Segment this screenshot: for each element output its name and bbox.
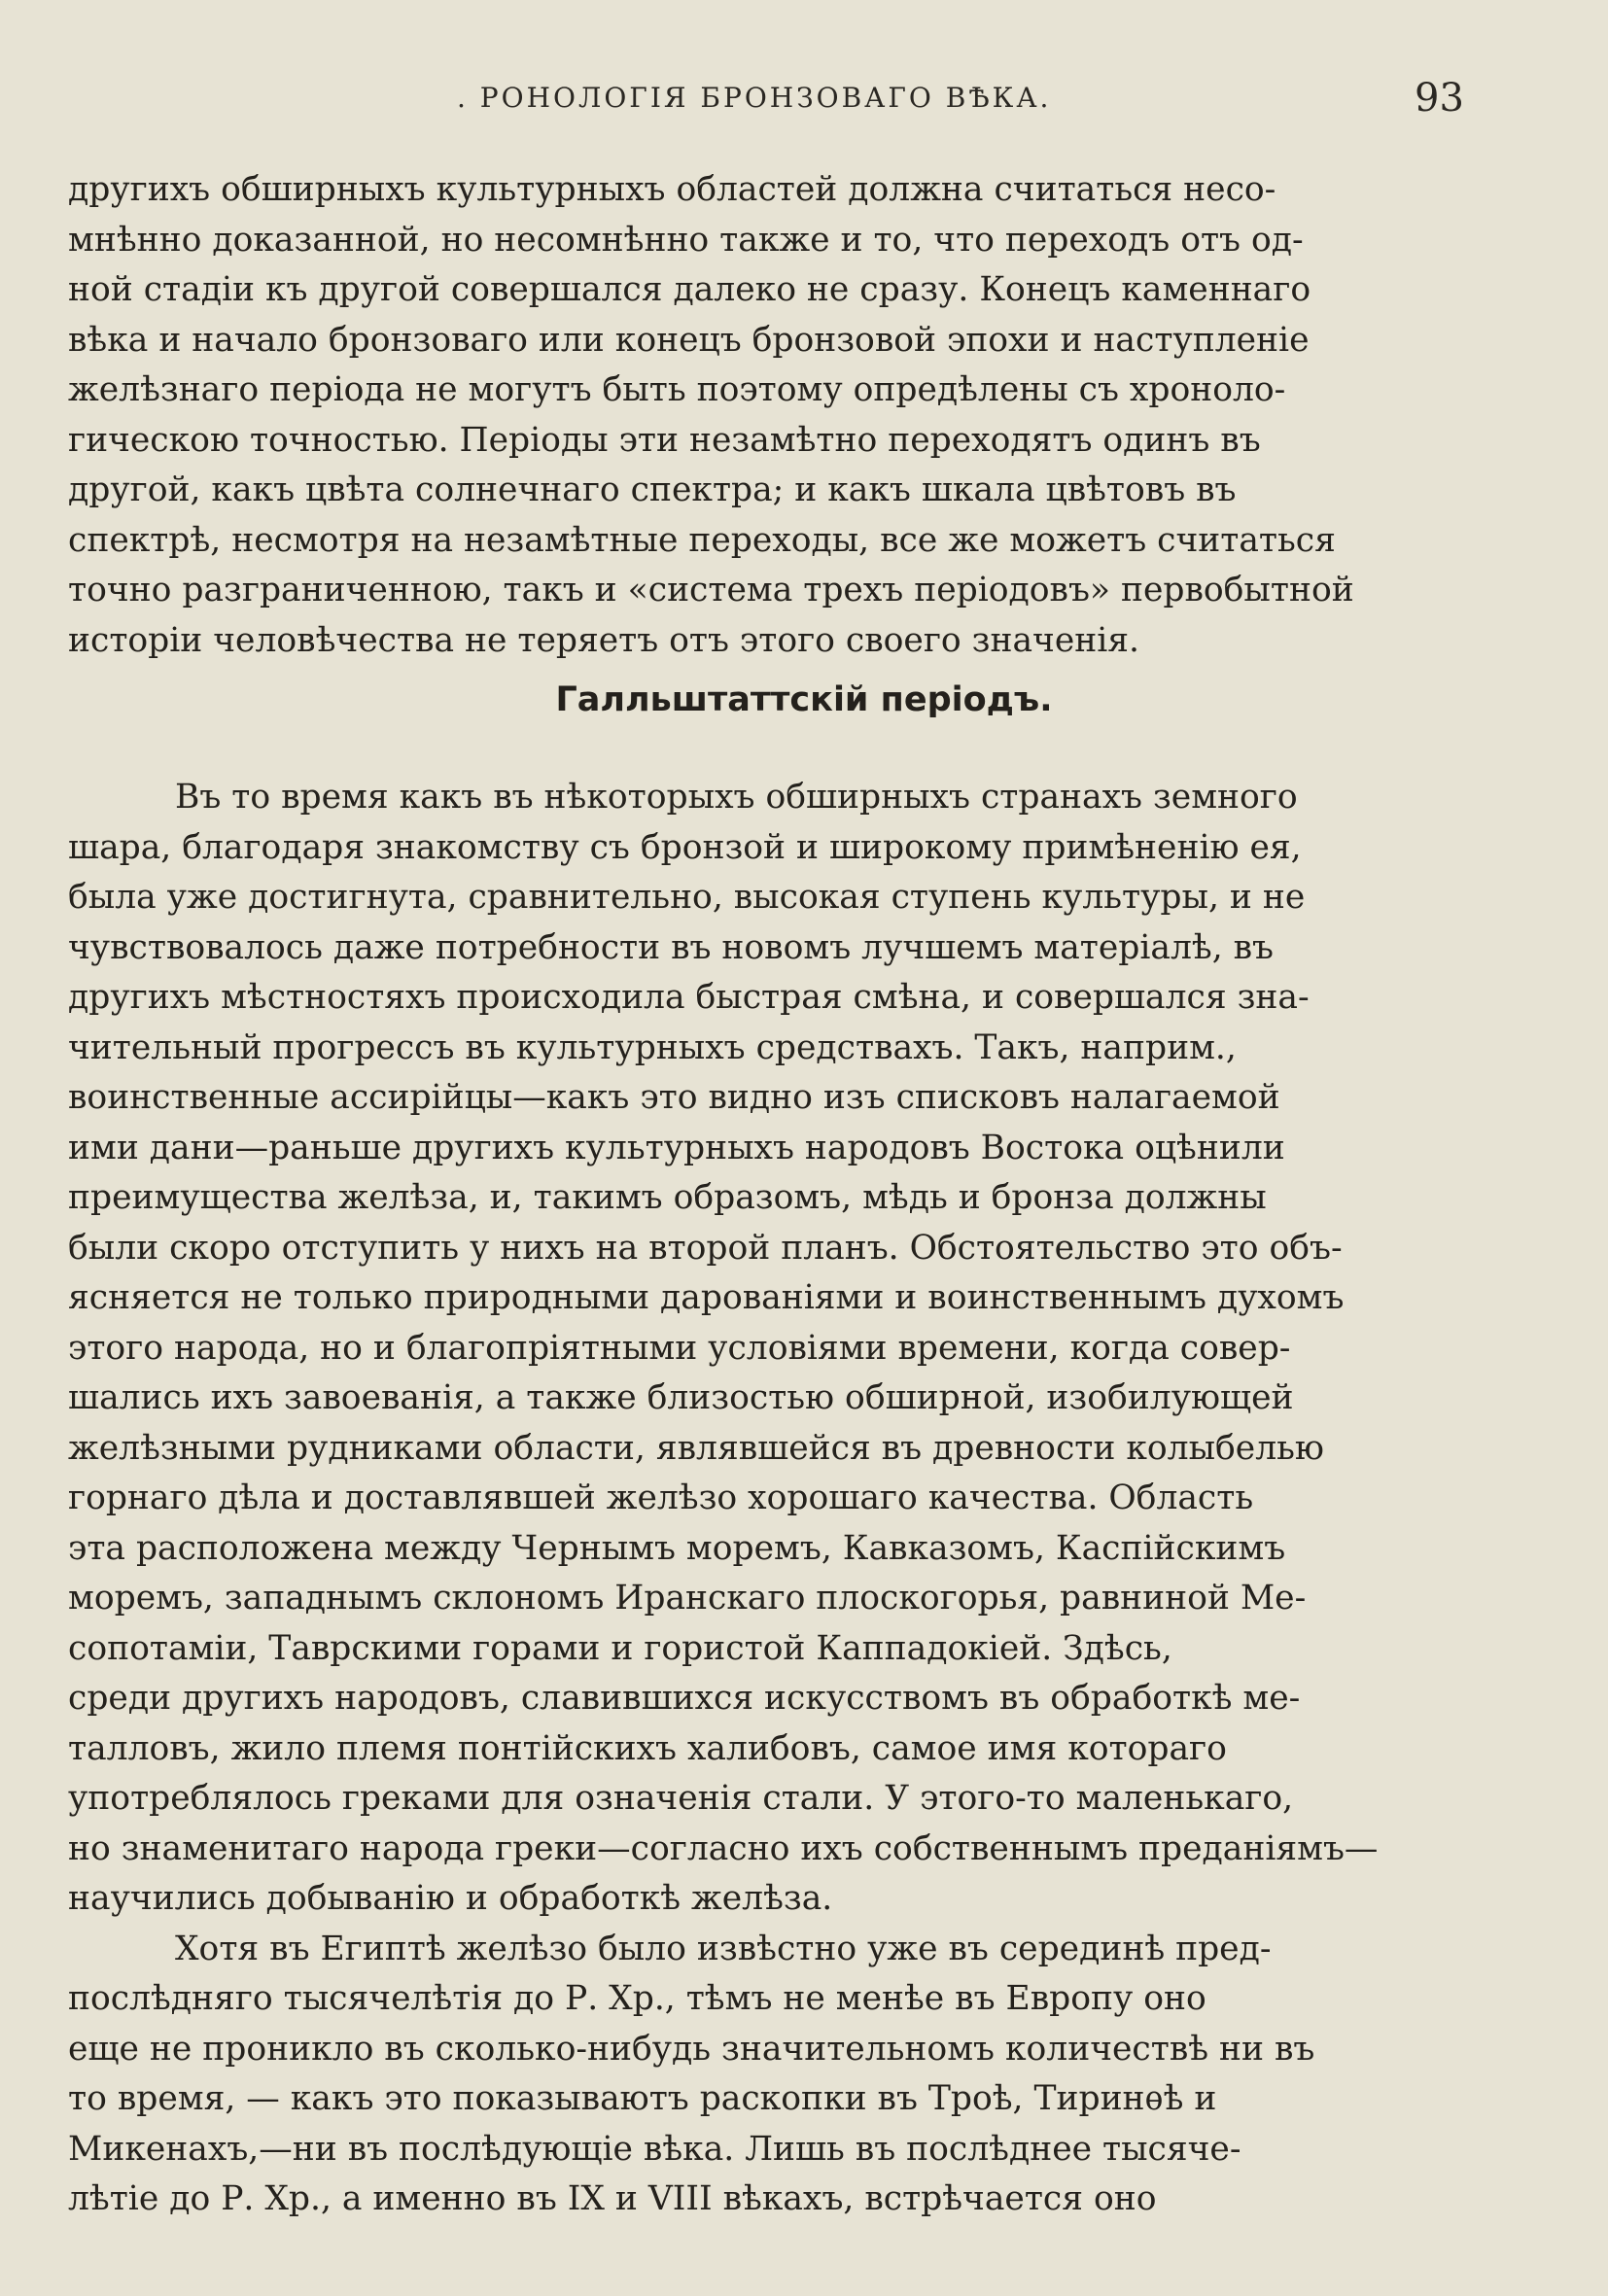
text-line: спектрѣ, несмотря на незамѣтные переходы, все же можетъ считаться xyxy=(68,520,1336,560)
text-line: была уже достигнута, сравнительно, высокая ступень культуры, и не xyxy=(68,878,1306,917)
text-line: употреблялось греками для означенія стали. У этого-то маленькаго, xyxy=(68,1779,1294,1818)
text-line: другихъ обширныхъ культурныхъ областей должна считаться несо- xyxy=(68,170,1276,209)
text-line: ясняется не только природными дарованіями и воинственнымъ духомъ xyxy=(68,1278,1345,1317)
text-line: воинственные ассирійцы—какъ это видно изъ списковъ налагаемой xyxy=(68,1078,1280,1117)
text-line: шара, благодаря знакомству съ бронзой и широкому примѣненію ея, xyxy=(68,827,1302,867)
text-line: другихъ мѣстностяхъ происходила быстрая смѣна, и совершался зна- xyxy=(68,978,1310,1017)
text-line: преимущества желѣза, и, такимъ образомъ, мѣдь и бронза должны xyxy=(68,1178,1267,1217)
text-line: эта расположена между Чернымъ моремъ, Кавказомъ, Каспійскимъ xyxy=(68,1528,1286,1568)
text-line: были скоро отступить у нихъ на второй планъ. Обстоятельство это объ- xyxy=(68,1228,1343,1268)
text-line: желѣзнаго періода не могутъ быть поэтому опредѣлены съ хроноло- xyxy=(68,370,1286,409)
text-line: чительный прогрессъ въ культурныхъ средствахъ. Такъ, наприм., xyxy=(68,1027,1237,1067)
section-heading: Галльштаттскій періодъ. xyxy=(555,680,1053,719)
text-line: другой, какъ цвѣта солнечнаго спектра; и какъ шкала цвѣтовъ въ xyxy=(68,470,1237,509)
text-line: желѣзными рудниками области, являвшейся въ древности колыбелью xyxy=(68,1428,1324,1468)
text-line: точно разграниченною, такъ и «система трехъ періодовъ» первобытной xyxy=(68,571,1354,609)
text-line: среди другихъ народовъ, славившихся искусствомъ въ обработкѣ ме- xyxy=(68,1679,1301,1718)
text-line: шались ихъ завоеванія, а также близостью обширной, изобилующей xyxy=(68,1378,1294,1417)
main-text xyxy=(68,773,1487,2225)
text-line: Микенахъ,—ни въ послѣдующіе вѣка. Лишь въ послѣднее тысяче- xyxy=(68,2129,1241,2169)
text-line: ной стадіи къ другой совершался далеко не сразу. Конецъ каменнаго xyxy=(68,270,1311,309)
text-line: но знаменитаго народа греки—согласно ихъ собственнымъ преданіямъ— xyxy=(68,1828,1379,1868)
running-title: . РОНОЛОГІЯ БРОНЗОВАГО ВѢКА. xyxy=(457,82,1052,114)
text-line: послѣдняго тысячелѣтія до Р. Хр., тѣмъ не менѣе въ Европу оно xyxy=(68,1979,1206,2018)
intro-paragraph xyxy=(68,165,1487,666)
text-line: Въ то время какъ въ нѣкоторыхъ обширныхъ странахъ земного xyxy=(175,778,1298,817)
text-line: лѣтіе до Р. Хр., а именно въ IX и VIII вѣкахъ, встрѣчается оно xyxy=(68,2179,1157,2218)
text-line: чувствовалось даже потребности въ новомъ лучшемъ матеріалѣ, въ xyxy=(68,927,1275,967)
text-line: научились добыванію и обработкѣ желѣза. xyxy=(68,1879,833,1918)
text-line: исторіи человѣчества не теряетъ отъ этого своего значенія. xyxy=(68,620,1140,660)
text-line: то время, — какъ это показываютъ раскопки въ Троѣ, Тиринѳѣ и xyxy=(68,2079,1217,2118)
text-line: гическою точностью. Періоды эти незамѣтно переходятъ одинъ въ xyxy=(68,420,1261,460)
text-line: еще не проникло въ сколько-нибудь значительномъ количествѣ ни въ xyxy=(68,2029,1315,2069)
text-line: этого народа, но и благопріятными условіями времени, когда совер- xyxy=(68,1328,1291,1368)
text-line: вѣка и начало бронзоваго или конецъ бронзовой эпохи и наступленіе xyxy=(68,320,1310,360)
text-line: горнаго дѣла и доставлявшей желѣзо хорошаго качества. Область xyxy=(68,1478,1254,1517)
text-line: талловъ, жило племя понтійскихъ халибовъ, самое имя котораго xyxy=(68,1728,1227,1768)
text-line: сопотаміи, Таврскими горами и гористой Каппадокіей. Здѣсь, xyxy=(68,1628,1172,1668)
text-line: Хотя въ Египтѣ желѣзо было извѣстно уже въ серединѣ пред- xyxy=(175,1929,1272,1968)
text-line: мнѣнно доказанной, но несомнѣнно также и то, что переходъ отъ од- xyxy=(68,220,1304,260)
text-line: ими дани—раньше другихъ культурныхъ народовъ Востока оцѣнили xyxy=(68,1128,1285,1167)
text-line: моремъ, западнымъ склономъ Иранскаго плоскогорья, равниной Ме- xyxy=(68,1579,1307,1618)
page-number: 93 xyxy=(1415,76,1464,121)
